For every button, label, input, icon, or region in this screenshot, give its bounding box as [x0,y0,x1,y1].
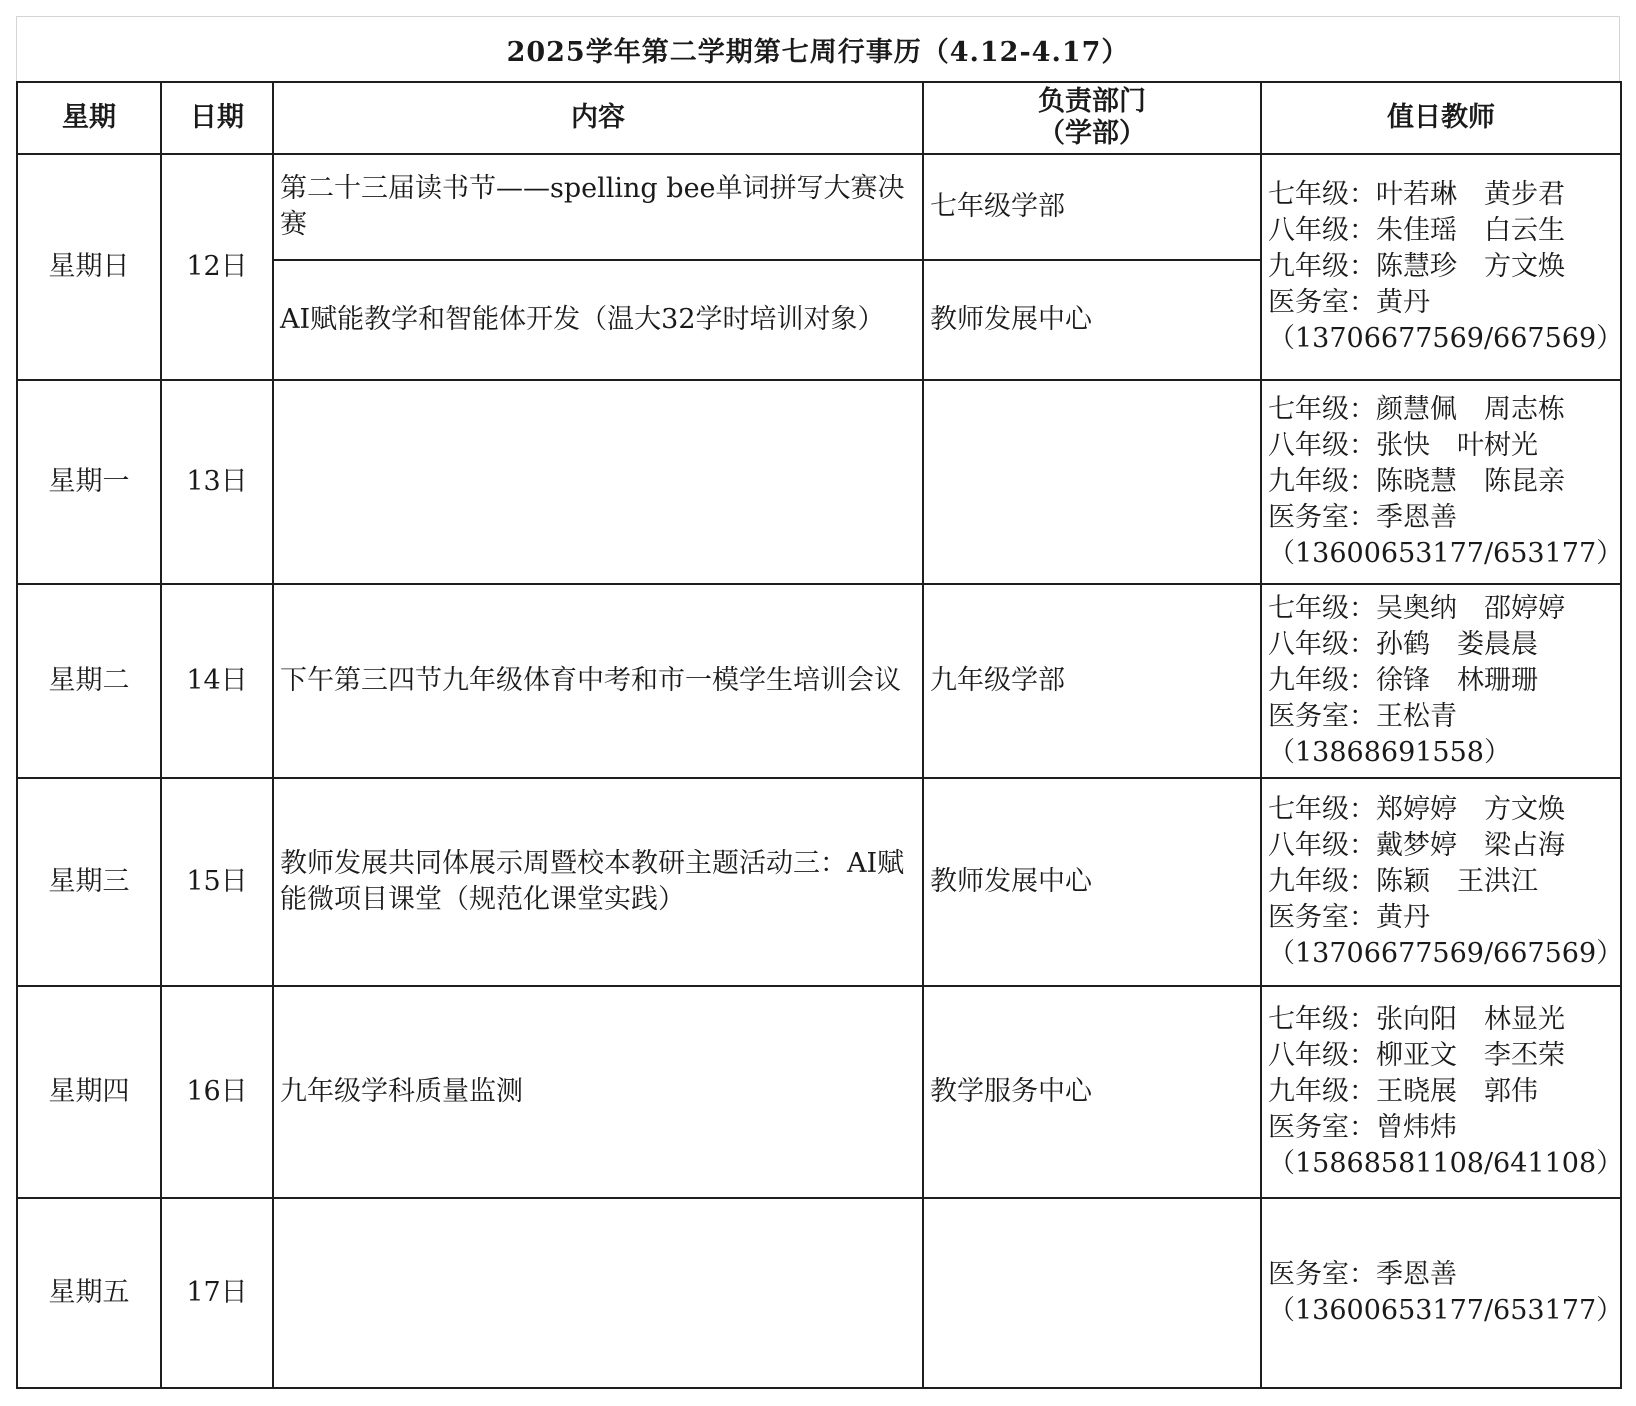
duty-line: 九年级：陈慧珍 方文焕 [1268,251,1565,282]
event-content [273,1198,923,1388]
weekday-cell: 星期四 [17,986,161,1198]
event-dept: 教学服务中心 [923,986,1261,1198]
date-cell: 13日 [161,380,273,584]
schedule-row [17,154,1621,260]
event-content: 第二十三届读书节——spelling bee单词拼写大赛决赛 [273,154,923,260]
header-duty: 值日教师 [1261,82,1621,154]
date-cell: 14日 [161,584,273,778]
schedule-body [17,154,1624,1388]
duty-line: 七年级：郑婷婷 方文焕 [1268,794,1565,825]
duty-line: 八年级：张快 叶树光 [1268,430,1538,461]
duty-line: （13706677569/667569） [1268,938,1624,969]
calendar-sheet [16,16,1624,1389]
page-title: 2025学年第二学期第七周行事历（4.12-4.17） [16,16,1620,81]
duty-line: 八年级：孙鹤 娄晨晨 [1268,629,1538,660]
duty-teachers-cell [1261,1198,1624,1388]
header-dept [923,82,1261,154]
duty-teachers-cell [1261,986,1624,1198]
event-dept: 七年级学部 [923,154,1261,260]
date-cell: 15日 [161,778,273,986]
event-dept: 教师发展中心 [923,260,1261,380]
duty-teachers-cell [1261,778,1624,986]
header-dept-line1: 负责部门 [1038,86,1146,117]
duty-line: 七年级：叶若琳 黄步君 [1268,179,1565,210]
duty-line: 医务室：王松青 [1268,701,1457,732]
date-cell: 17日 [161,1198,273,1388]
weekday-cell: 星期一 [17,380,161,584]
weekday-cell: 星期三 [17,778,161,986]
event-content: 教师发展共同体展示周暨校本教研主题活动三：AI赋能微项目课堂（规范化课堂实践） [273,778,923,986]
duty-line: 医务室：黄丹 [1268,902,1430,933]
duty-line: 九年级：王晓展 郭伟 [1268,1076,1538,1107]
duty-teachers-cell [1261,154,1624,380]
duty-line: 九年级：徐锋 林珊珊 [1268,665,1538,696]
duty-teachers-cell [1261,584,1621,778]
schedule-row [17,778,1621,986]
header-content: 内容 [273,82,923,154]
schedule-table [16,81,1622,1389]
event-dept [923,1198,1261,1388]
duty-line: 八年级：朱佳瑶 白云生 [1268,215,1565,246]
duty-line: 医务室：曾炜炜 [1268,1112,1457,1143]
duty-line: 七年级：吴奥纳 邵婷婷 [1268,593,1565,624]
weekday-cell: 星期日 [17,154,161,380]
duty-line: 八年级：柳亚文 李丕荣 [1268,1040,1565,1071]
duty-line: 八年级：戴梦婷 梁占海 [1268,830,1565,861]
duty-line: （13706677569/667569） [1268,323,1624,354]
event-dept: 教师发展中心 [923,778,1261,986]
duty-line: 七年级：张向阳 林显光 [1268,1004,1565,1035]
duty-line: 九年级：陈晓慧 陈昆亲 [1268,466,1565,497]
schedule-row [17,584,1621,778]
duty-line: 七年级：颜慧佩 周志栋 [1268,394,1565,425]
event-content: 下午第三四节九年级体育中考和市一模学生培训会议 [273,584,923,778]
duty-line: 医务室：季恩善 [1268,502,1457,533]
duty-line: （13600653177/653177） [1268,538,1624,569]
date-cell: 16日 [161,986,273,1198]
duty-line: （15868581108/641108） [1268,1148,1624,1179]
header-dept-line2: （学部） [1038,118,1146,149]
header-weekday: 星期 [17,82,161,154]
duty-line: （13600653177/653177） [1268,1295,1624,1326]
event-content [273,380,923,584]
schedule-row [17,1198,1621,1388]
event-content: AI赋能教学和智能体开发（温大32学时培训对象） [273,260,923,380]
header-row [17,82,1621,154]
header-date: 日期 [161,82,273,154]
event-content: 九年级学科质量监测 [273,986,923,1198]
date-cell: 12日 [161,154,273,380]
event-dept [923,380,1261,584]
duty-teachers-cell [1261,380,1624,584]
schedule-row [17,986,1621,1198]
weekday-cell: 星期二 [17,584,161,778]
duty-line: 医务室：季恩善 [1268,1259,1457,1290]
event-dept: 九年级学部 [923,584,1261,778]
duty-line: 医务室：黄丹 [1268,287,1430,318]
schedule-row [17,380,1621,584]
weekday-cell: 星期五 [17,1198,161,1388]
duty-line: （13868691558） [1268,737,1511,768]
duty-line: 九年级：陈颖 王洪江 [1268,866,1538,897]
